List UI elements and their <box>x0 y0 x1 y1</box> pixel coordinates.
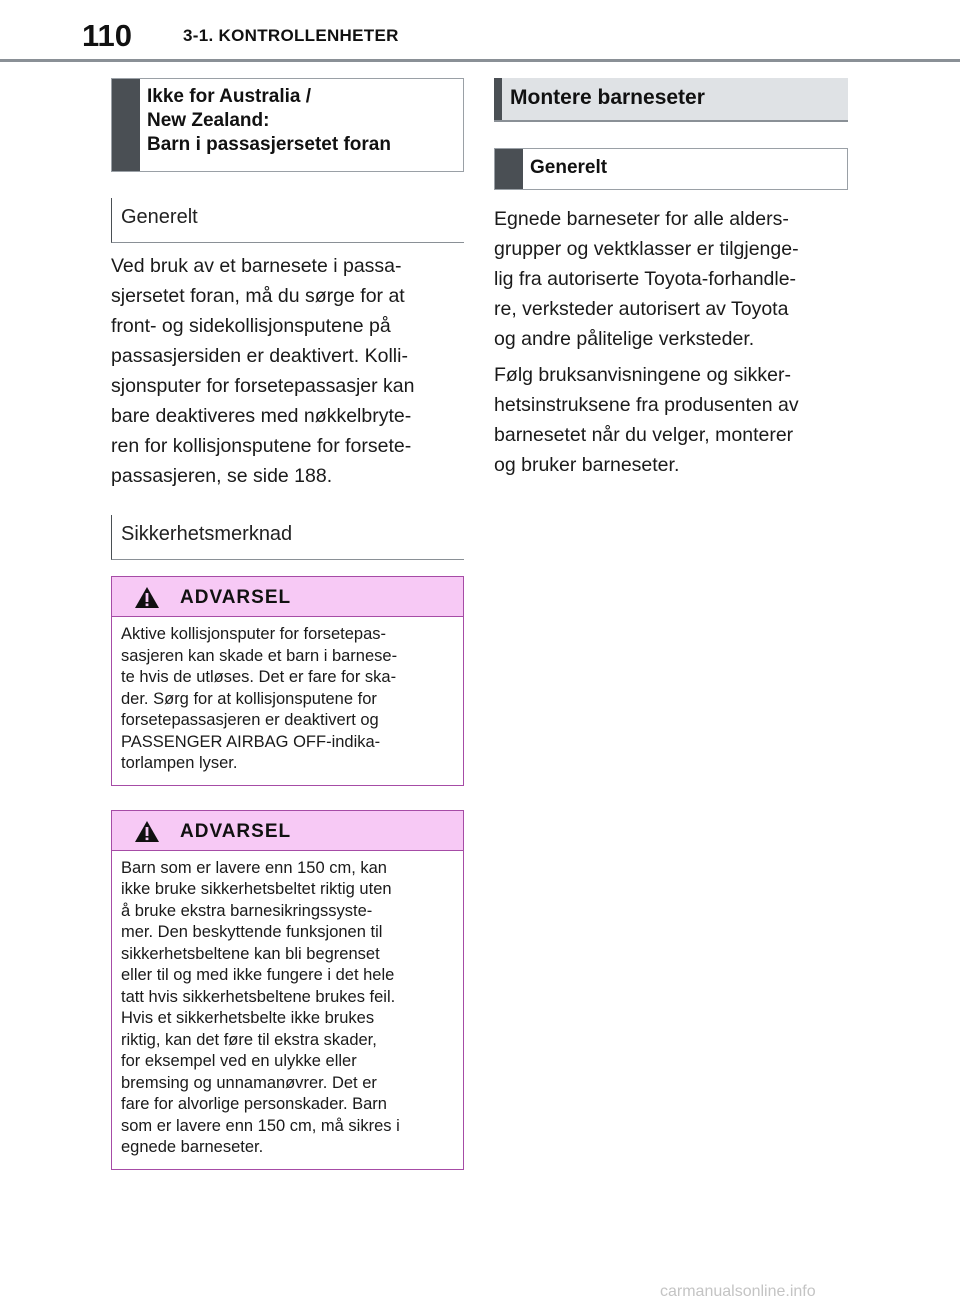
warning-line: bremsing og unnamanøvrer. Det er <box>121 1073 377 1092</box>
heading-general-label: Generelt <box>530 157 608 178</box>
text-line: Ved bruk av et barnesete i passa- <box>111 255 402 277</box>
warning-line: å bruke ekstra barnesikringssyste- <box>121 901 373 920</box>
warning-line: PASSENGER AIRBAG OFF-indika- <box>121 732 381 751</box>
text-line: og andre pålitelige verksteder. <box>494 328 755 350</box>
heading-general <box>494 148 848 190</box>
warning-line: mer. Den beskyttende funksjonen til <box>121 923 383 941</box>
text-line: sjonsputer for forsetepassasjer kan <box>111 375 415 397</box>
text-line: passasjersiden er deaktivert. Kolli- <box>111 345 408 367</box>
warning-line: sasjeren kan skade et barn i barnese- <box>121 646 398 665</box>
warning-line: fare for alvorlige personskader. Barn <box>121 1095 387 1113</box>
subheading-general-label: Generelt <box>121 206 198 228</box>
warning-line: som er lavere enn 150 cm, må sikres i <box>121 1116 400 1135</box>
header-rule <box>0 59 960 62</box>
section-heading-label: Montere barneseter <box>510 86 705 109</box>
warning-box-airbag <box>111 576 464 786</box>
heading-line: Ikke for Australia / <box>147 86 312 107</box>
text-line: front- og sidekollisjonsputene på <box>111 315 391 337</box>
warning-box-seatbelt <box>111 810 464 1170</box>
warning-line: sikkerhetsbeltene kan bli begrenset <box>121 944 380 963</box>
watermark: carmanualsonline.info <box>660 1283 816 1300</box>
warning-triangle-icon <box>134 586 160 609</box>
text-line: bare deaktiveres med nøkkelbryte- <box>111 405 412 427</box>
left-column <box>111 78 464 1170</box>
warning-title: ADVARSEL <box>180 820 292 842</box>
heading-bar <box>495 149 523 189</box>
heading-line: Barn i passasjersetet foran <box>147 134 391 155</box>
heading-not-australia <box>111 78 464 172</box>
chapter-title: 3-1. KONTROLLENHETER <box>183 26 399 45</box>
text-line: lig fra autoriserte Toyota-forhandle- <box>494 268 797 290</box>
heading-bar <box>112 79 140 171</box>
warning-title: ADVARSEL <box>180 587 292 608</box>
heading-bar <box>494 78 502 120</box>
heading-line: New Zealand: <box>147 110 270 131</box>
text-line: ren for kollisjonsputene for forsete- <box>111 435 412 457</box>
warning-line: for eksempel ved en ulykke eller <box>121 1052 357 1070</box>
warning-line: tatt hvis sikkerhetsbeltene brukes feil. <box>121 987 396 1006</box>
right-column <box>494 78 848 480</box>
warning-body <box>112 617 463 785</box>
text-line: barnesetet når du velger, monterer <box>494 424 794 446</box>
warning-line: torlampen lyser. <box>121 754 238 772</box>
paragraph-instructions <box>494 360 848 480</box>
warning-line: egnede barneseter. <box>121 1138 264 1156</box>
warning-triangle-icon <box>134 820 160 843</box>
general-paragraph <box>111 251 464 491</box>
text-line: sjersetet foran, må du sørge for at <box>111 285 405 307</box>
warning-line: Aktive kollisjonsputer for forsetepas- <box>121 625 387 643</box>
warning-line: forsetepassasjeren er deaktivert og <box>121 711 379 729</box>
text-line: og bruker barneseter. <box>494 454 680 476</box>
subheading-general <box>111 198 464 243</box>
subheading-safety-label: Sikkerhetsmerknad <box>121 523 293 545</box>
warning-line: der. Sørg for at kollisjonsputene for <box>121 689 377 708</box>
warning-line: ikke bruke sikkerhetsbeltet riktig uten <box>121 880 392 898</box>
text-line: passasjeren, se side 188. <box>111 465 333 487</box>
text-line: re, verksteder autorisert av Toyota <box>494 298 789 320</box>
text-line: Egnede barneseter for alle alders- <box>494 208 789 230</box>
text-line: grupper og vektklasser er tilgjenge- <box>494 238 799 260</box>
page-number: 110 <box>82 18 133 53</box>
warning-line: riktig, kan det føre til ekstra skader, <box>121 1030 377 1049</box>
warning-line: Barn som er lavere enn 150 cm, kan <box>121 858 387 877</box>
warning-line: te hvis de utløses. Det er fare for ska- <box>121 668 397 686</box>
warning-header <box>112 811 463 851</box>
warning-line: eller til og med ikke fungere i det hele <box>121 966 395 984</box>
warning-line: Hvis et sikkerhetsbelte ikke brukes <box>121 1009 375 1027</box>
warning-header <box>112 577 463 617</box>
warning-body <box>112 851 463 1169</box>
subheading-safety <box>111 515 464 560</box>
page-header <box>0 0 960 62</box>
text-line: Følg bruksanvisningene og sikker- <box>494 364 791 386</box>
section-heading-install <box>494 78 848 122</box>
paragraph-availability <box>494 204 848 354</box>
text-line: hetsinstruksene fra produsenten av <box>494 394 799 416</box>
